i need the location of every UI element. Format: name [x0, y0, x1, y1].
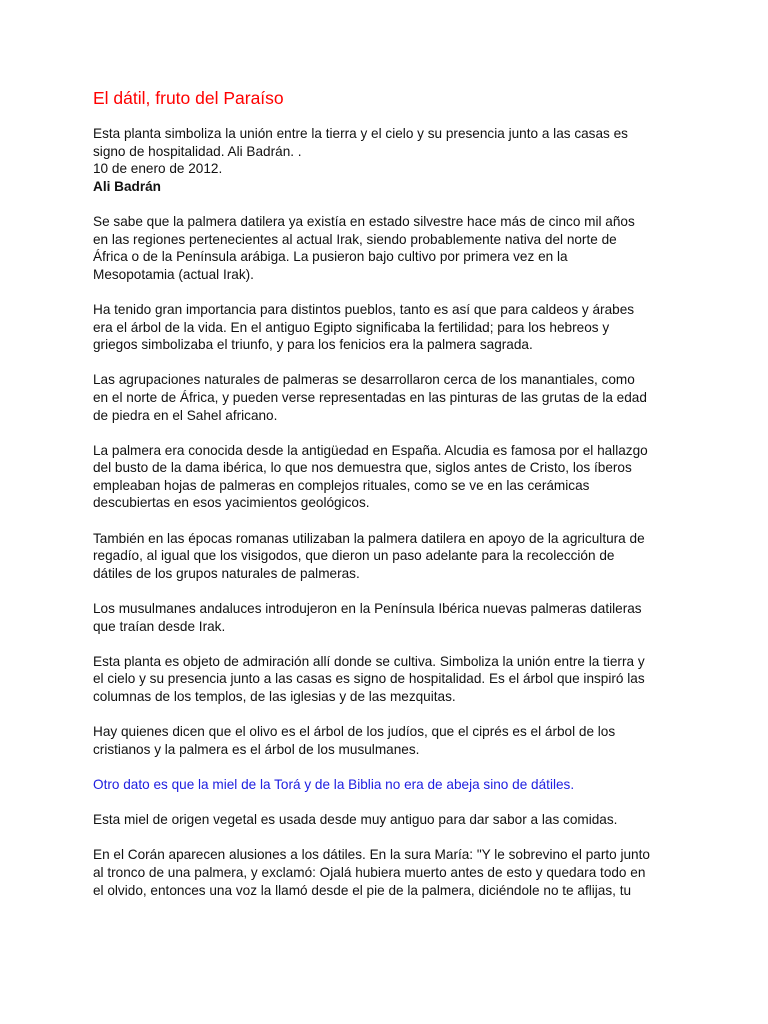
- text-line: Esta miel de origen vegetal es usada desde muy antiguo para dar sabor a las comidas.: [93, 812, 618, 828]
- text-line: Hay quienes dicen que el olivo es el árbol de los judíos, que el ciprés es el árbol de los: [93, 724, 616, 740]
- paragraph-gap: [93, 635, 673, 653]
- text-line: griegos simbolizaba el triunfo, y para los fenicios era la palmera sagrada.: [93, 337, 533, 353]
- text-line: el olvido, entonces una voz la llamó desde el pie de la palmera, diciéndole no te aflijas, tu: [93, 882, 632, 898]
- paragraph: [93, 442, 673, 512]
- paragraph-gap: [93, 283, 673, 301]
- article-title: El dátil, fruto del Paraíso: [93, 88, 284, 108]
- text-line: Las agrupaciones naturales de palmeras se desarrollaron cerca de los manantiales, como: [93, 372, 635, 388]
- paragraph: [93, 723, 673, 758]
- text-line: También en las épocas romanas utilizaban la palmera datilera en apoyo de la agricultura de: [93, 530, 645, 546]
- paragraph: [93, 811, 673, 829]
- author-name: Ali Badrán: [93, 178, 161, 194]
- text-line: La palmera era conocida desde la antigüedad en España. Alcudia es famosa por el hallazgo: [93, 442, 648, 458]
- text-line: el cielo y su presencia junto a las casas es signo de hospitalidad. Es el árbol que inspiró las: [93, 671, 645, 687]
- text-line: En el Corán aparecen alusiones a los dátiles. En la sura María: "Y le sobrevino el parto junto: [93, 847, 650, 863]
- text-line: Ha tenido gran importancia para distintos pueblos, tanto es así que para caldeos y árabes: [93, 301, 635, 317]
- text-line: Los musulmanes andaluces introdujeron en la Península Ibérica nuevas palmeras datileras: [93, 601, 642, 617]
- paragraph-gap: [93, 512, 673, 530]
- text-line: al tronco de una palmera, y exclamó: Ojalá hubiera muerto antes de esto y quedara todo en: [93, 864, 646, 880]
- text-line: África o de la Península arábiga. La pusieron bajo cultivo por primera vez en la: [93, 249, 568, 265]
- text-line: signo de hospitalidad. Ali Badrán. .: [93, 143, 302, 159]
- text-line: Mesopotamia (actual Irak).: [93, 266, 254, 282]
- text-line: regadío, al igual que los visigodos, que dieron un paso adelante para la recolección de: [93, 548, 615, 564]
- paragraph: [93, 213, 673, 283]
- text-line: en el norte de África, y pueden verse representadas en las pinturas de las grutas de la edad: [93, 389, 647, 405]
- paragraph-gap: [93, 829, 673, 847]
- highlighted-paragraph: [93, 776, 673, 794]
- text-line: descubiertas en esos yacimientos geológicos.: [93, 495, 370, 511]
- document-page: [93, 87, 673, 899]
- text-line: del busto de la dama ibérica, lo que nos demuestra que, siglos antes de Cristo, los íberos: [93, 460, 632, 476]
- paragraph-gap: [93, 582, 673, 600]
- paragraph-gap: [93, 758, 673, 776]
- paragraph-gap: [93, 706, 673, 724]
- paragraph: [93, 600, 673, 635]
- paragraph: [93, 301, 673, 354]
- text-line: Se sabe que la palmera datilera ya existía en estado silvestre hace más de cinco mil años: [93, 213, 635, 229]
- text-line: cristianos y la palmera es el árbol de los musulmanes.: [93, 741, 420, 757]
- text-line: de piedra en el Sahel africano.: [93, 407, 278, 423]
- text-line: dátiles de los grupos naturales de palmeras.: [93, 565, 360, 581]
- text-line: columnas de los templos, de las iglesias y de las mezquitas.: [93, 689, 456, 704]
- paragraph-gap: [93, 794, 673, 812]
- text-line: que traían desde Irak.: [93, 618, 226, 634]
- text-line: era el árbol de la vida. En el antiguo Egipto significaba la fertilidad; para los hebreos y: [93, 319, 610, 335]
- paragraph: [93, 530, 673, 583]
- intro-paragraph: [93, 125, 673, 195]
- text-line: Esta planta es objeto de admiración allí donde se cultiva. Simboliza la unión entre la tierra y: [93, 653, 645, 669]
- text-line: empleaban hojas de palmeras en complejos rituales, como se ve en las cerámicas: [93, 477, 590, 493]
- text-line: Esta planta simboliza la unión entre la tierra y el cielo y su presencia junto a las casas es: [93, 126, 628, 141]
- paragraph: [93, 846, 673, 899]
- paragraph: [93, 371, 673, 424]
- paragraph-gap: [93, 424, 673, 442]
- paragraph-gap: [93, 354, 673, 372]
- text-line: en las regiones pertenecientes al actual Irak, siendo probablemente nativa del norte de: [93, 231, 617, 247]
- paragraph-gap: [93, 195, 673, 213]
- text-line: Otro dato es que la miel de la Torá y de la Biblia no era de abeja sino de dátiles.: [93, 776, 575, 792]
- paragraph: [93, 653, 673, 706]
- date-line: 10 de enero de 2012.: [93, 161, 223, 177]
